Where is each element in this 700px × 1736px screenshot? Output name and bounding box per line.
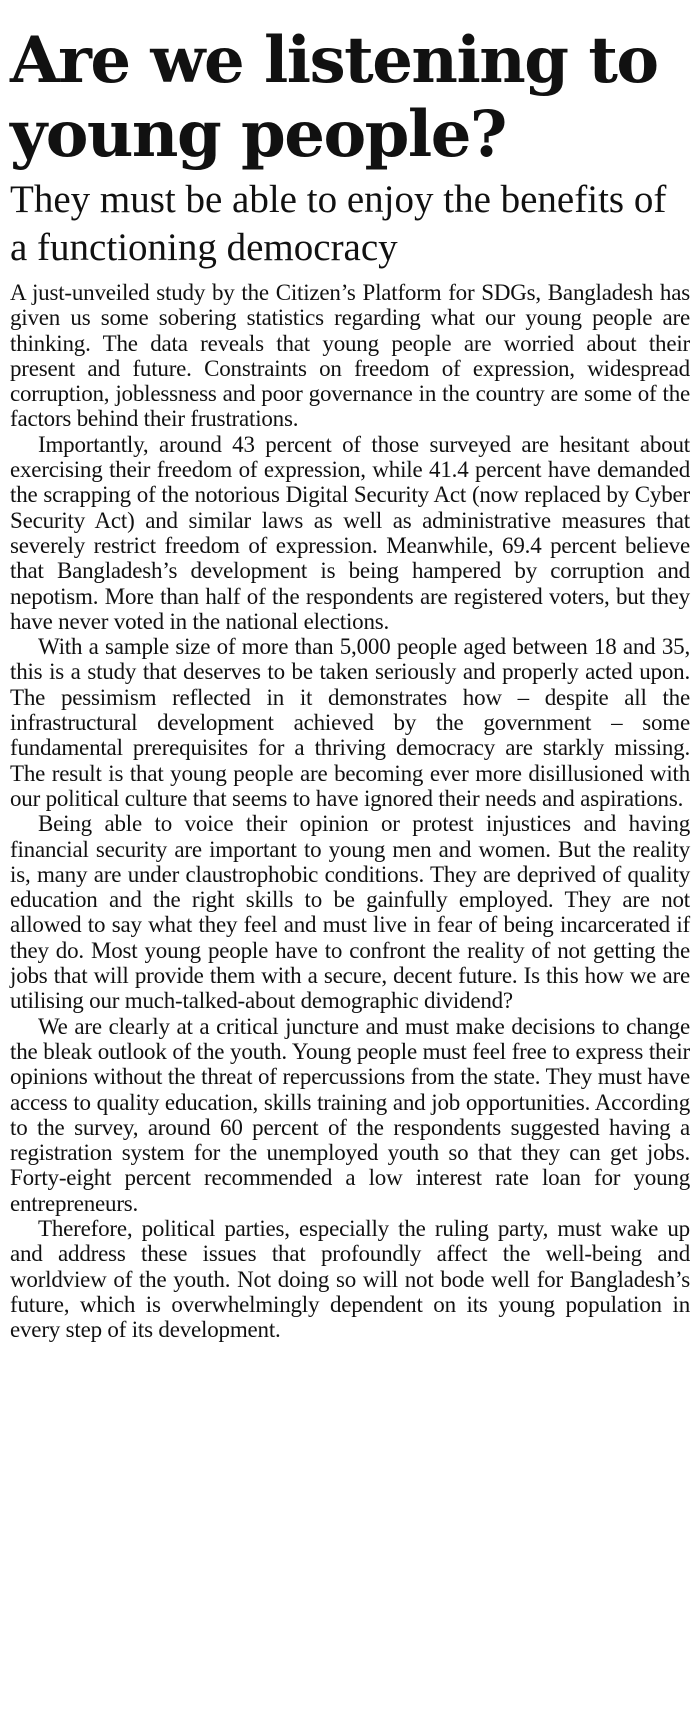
paragraph-1: A just-unveiled study by the Citizen’s Platform for SDGs, Bangladesh has given us some sobering statistics regarding what our young people are thinking. The data reveals that young people are worried about their present and future. Constraints on freedom of expression, widespread corruption, joblessness and poor governance in the country are some of the factors behind their frustrations. [10,280,690,432]
paragraph-2: Importantly, around 43 percent of those surveyed are hesitant about exercising their freedom of expression, while 41.4 percent have demanded the scrapping of the notorious Digital Security Act (now replaced by Cyber Security Act) and similar laws as well as administrative measures that severely restrict freedom of expression. Meanwhile, 69.4 percent believe that Bangladesh’s development is being hampered by corruption and nepotism. More than half of the respondents are registered voters, but they have never voted in the national elections. [10,431,690,634]
paragraph-3: With a sample size of more than 5,000 people aged between 18 and 35, this is a study that deserves to be taken seriously and properly acted upon. The pessimism reflected in it demonstrates how – despite all the infrastructural development achieved by the government – some fundamental prerequisites for a thriving democracy are starkly missing. The result is that young people are becoming ever more disillusioned with our political culture that seems to have ignored their needs and aspirations. [10,634,690,811]
headline: Are we listening to young people? [10,23,658,172]
article-body [10,280,690,1342]
subheadline: They must be able to enjoy the benefits of a functioning democracy [10,178,667,269]
paragraph-5: We are clearly at a critical juncture and must make decisions to change the bleak outlook of the youth. Young people must feel free to express their opinions without the threat of repercussions from the state. They must have access to quality education, skills training and job opportunities. According to the survey, around 60 percent of the respondents suggested having a registration system for the unemployed youth so that they can get jobs. Forty-eight percent recommended a low interest rate loan for young entrepreneurs. [10,1013,690,1216]
paragraph-4: Being able to voice their opinion or protest injustices and having financial security are important to young men and women. But the reality is, many are under claustrophobic conditions. They are deprived of quality education and the right skills to be gainfully employed. They are not allowed to say what they feel and must live in fear of being incarcerated if they do. Most young people have to confront the reality of not getting the jobs that will provide them with a secure, decent future. Is this how we are utilising our much-talked-about demographic dividend? [10,811,690,1014]
paragraph-6: Therefore, political parties, especially the ruling party, must wake up and address these issues that profoundly affect the well-being and worldview of the youth. Not doing so will not bode well for Bangladesh’s future, which is overwhelmingly dependent on its young population in every step of its development. [10,1215,690,1343]
